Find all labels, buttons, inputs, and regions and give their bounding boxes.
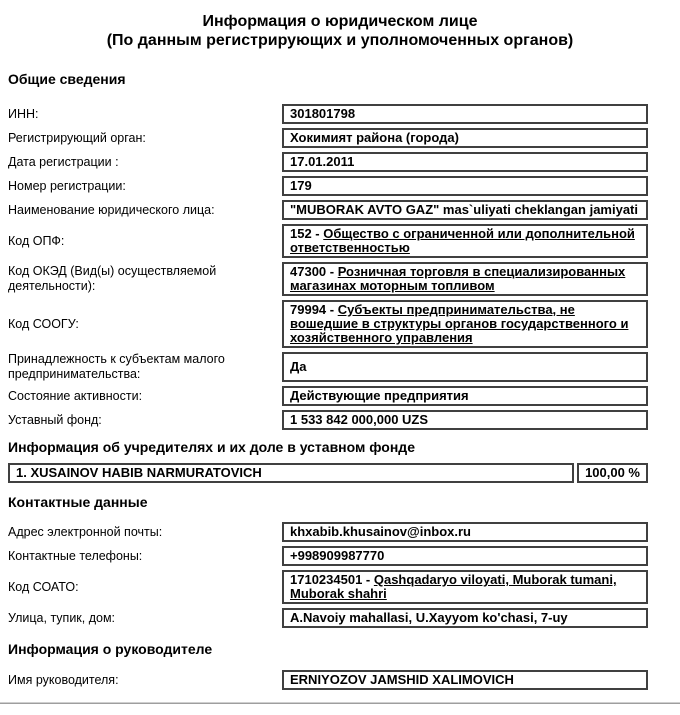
- email-value: khxabib.khusainov@inbox.ru: [290, 524, 471, 539]
- section-heading-contacts: Контактные данные: [8, 494, 148, 510]
- phones-value-box: [282, 546, 648, 566]
- soato-code-value: [290, 573, 640, 601]
- founder-row: [8, 463, 672, 483]
- soato-code-label: Код СОАТО:: [8, 579, 79, 594]
- soato-code-prefix: 1710234501 -: [290, 572, 374, 587]
- row-director-name: [8, 670, 672, 690]
- section-heading-general: Общие сведения: [8, 71, 126, 87]
- oked-link[interactable]: Розничная торговля в специализированных магазинах моторным топливом: [290, 264, 626, 293]
- row-small-business: [8, 352, 672, 382]
- inn-value-box: [282, 104, 648, 124]
- row-email: [8, 522, 672, 542]
- page-title-line2: (По данным регистрирующих и уполномоченных органов): [106, 32, 574, 49]
- oked-code-value-box: [282, 262, 648, 296]
- opf-code-prefix: 152 -: [290, 226, 324, 241]
- contacts-rows: [8, 522, 672, 628]
- registering-organ-label: Регистрирующий орган:: [8, 130, 146, 145]
- row-soato-code: [8, 570, 672, 604]
- inn-value: 301801798: [290, 106, 356, 121]
- opf-code-label: Код ОПФ:: [8, 233, 65, 248]
- soogu-code-value-box: [282, 300, 648, 348]
- charter-fund-label: Уставный фонд:: [8, 412, 102, 427]
- registering-organ-value: Хокимият района (города): [290, 130, 459, 145]
- soogu-code-value: [290, 303, 640, 345]
- soogu-code-label: Код СООГУ:: [8, 316, 79, 331]
- general-rows: [8, 104, 672, 430]
- row-registration-date: [8, 152, 672, 172]
- row-legal-name: [8, 200, 672, 220]
- street-value-box: [282, 608, 648, 628]
- soogu-code-prefix: 79994 -: [290, 302, 338, 317]
- row-opf-code: [8, 224, 672, 258]
- opf-code-value-box: [282, 224, 648, 258]
- row-soogu-code: [8, 300, 672, 348]
- registration-number-value-box: [282, 176, 648, 196]
- legal-name-value-box: [282, 200, 648, 220]
- section-heading-director: Информация о руководителе: [8, 641, 213, 657]
- registering-organ-value-box: [282, 128, 648, 148]
- charter-fund-value: 1 533 842 000,000 UZS: [290, 412, 429, 427]
- legal-name-value: "MUBORAK AVTO GAZ" mas`uliyati cheklangan jamiyati: [290, 202, 638, 217]
- street-value: A.Navoiy mahallasi, U.Xayyom ko'chasi, 7-uy: [290, 610, 568, 625]
- row-inn: [8, 104, 672, 124]
- small-business-label: Принадлежность к субъектам малого предпринимательства:: [8, 352, 225, 381]
- director-name-value: ERNIYOZOV JAMSHID XALIMOVICH: [290, 672, 514, 687]
- row-registration-number: [8, 176, 672, 196]
- row-oked-code: [8, 262, 672, 296]
- row-activity-status: [8, 386, 672, 406]
- charter-fund-value-box: [282, 410, 648, 430]
- founder-name: 1. XUSAINOV HABIB NARMURATOVICH: [16, 465, 262, 480]
- opf-code-value: [290, 227, 640, 255]
- director-name-label: Имя руководителя:: [8, 672, 119, 687]
- row-registering-organ: [8, 128, 672, 148]
- director-rows: [8, 670, 672, 690]
- inn-label: ИНН:: [8, 106, 39, 121]
- registration-date-value: 17.01.2011: [290, 154, 355, 169]
- bottom-divider: [0, 702, 680, 704]
- section-heading-founders: Информация об учредителях и их доле в уставном фонде: [8, 439, 415, 455]
- soato-code-value-box: [282, 570, 648, 604]
- oked-code-prefix: 47300 -: [290, 264, 338, 279]
- email-label: Адрес электронной почты:: [8, 524, 163, 539]
- soato-link[interactable]: Qashqadaryo viloyati, Muborak tumani, Muborak shahri: [290, 572, 617, 601]
- registration-number-label: Номер регистрации:: [8, 178, 126, 193]
- registration-number-value: 179: [290, 178, 312, 193]
- activity-status-value: Действующие предприятия: [290, 388, 469, 403]
- registration-date-value-box: [282, 152, 648, 172]
- small-business-value-box: [282, 352, 648, 382]
- director-name-value-box: [282, 670, 648, 690]
- founder-share-box: [577, 463, 648, 483]
- registration-date-label: Дата регистрации :: [8, 154, 119, 169]
- row-phones: [8, 546, 672, 566]
- page-title-line1: Информация о юридическом лице: [202, 13, 478, 30]
- page-title: [8, 12, 672, 50]
- row-charter-fund: [8, 410, 672, 430]
- activity-status-value-box: [282, 386, 648, 406]
- email-value-box: [282, 522, 648, 542]
- phones-label: Контактные телефоны:: [8, 548, 143, 563]
- small-business-value: Да: [290, 359, 307, 374]
- street-label: Улица, тупик, дом:: [8, 610, 116, 625]
- founder-name-box: [8, 463, 574, 483]
- oked-code-label: Код ОКЭД (Вид(ы) осуществляемой деятельности):: [8, 264, 217, 293]
- founder-share: 100,00 %: [585, 465, 640, 480]
- opf-link[interactable]: Общество с ограниченной или дополнительной ответственностью: [290, 226, 635, 255]
- phones-value: +998909987770: [290, 548, 385, 563]
- row-street: [8, 608, 672, 628]
- legal-name-label: Наименование юридического лица:: [8, 202, 215, 217]
- activity-status-label: Состояние активности:: [8, 388, 143, 403]
- oked-code-value: [290, 265, 640, 293]
- soogu-link[interactable]: Субъекты предпринимательства, не вошедшие в структуры органов государственного и хозяйственного управления: [290, 302, 629, 345]
